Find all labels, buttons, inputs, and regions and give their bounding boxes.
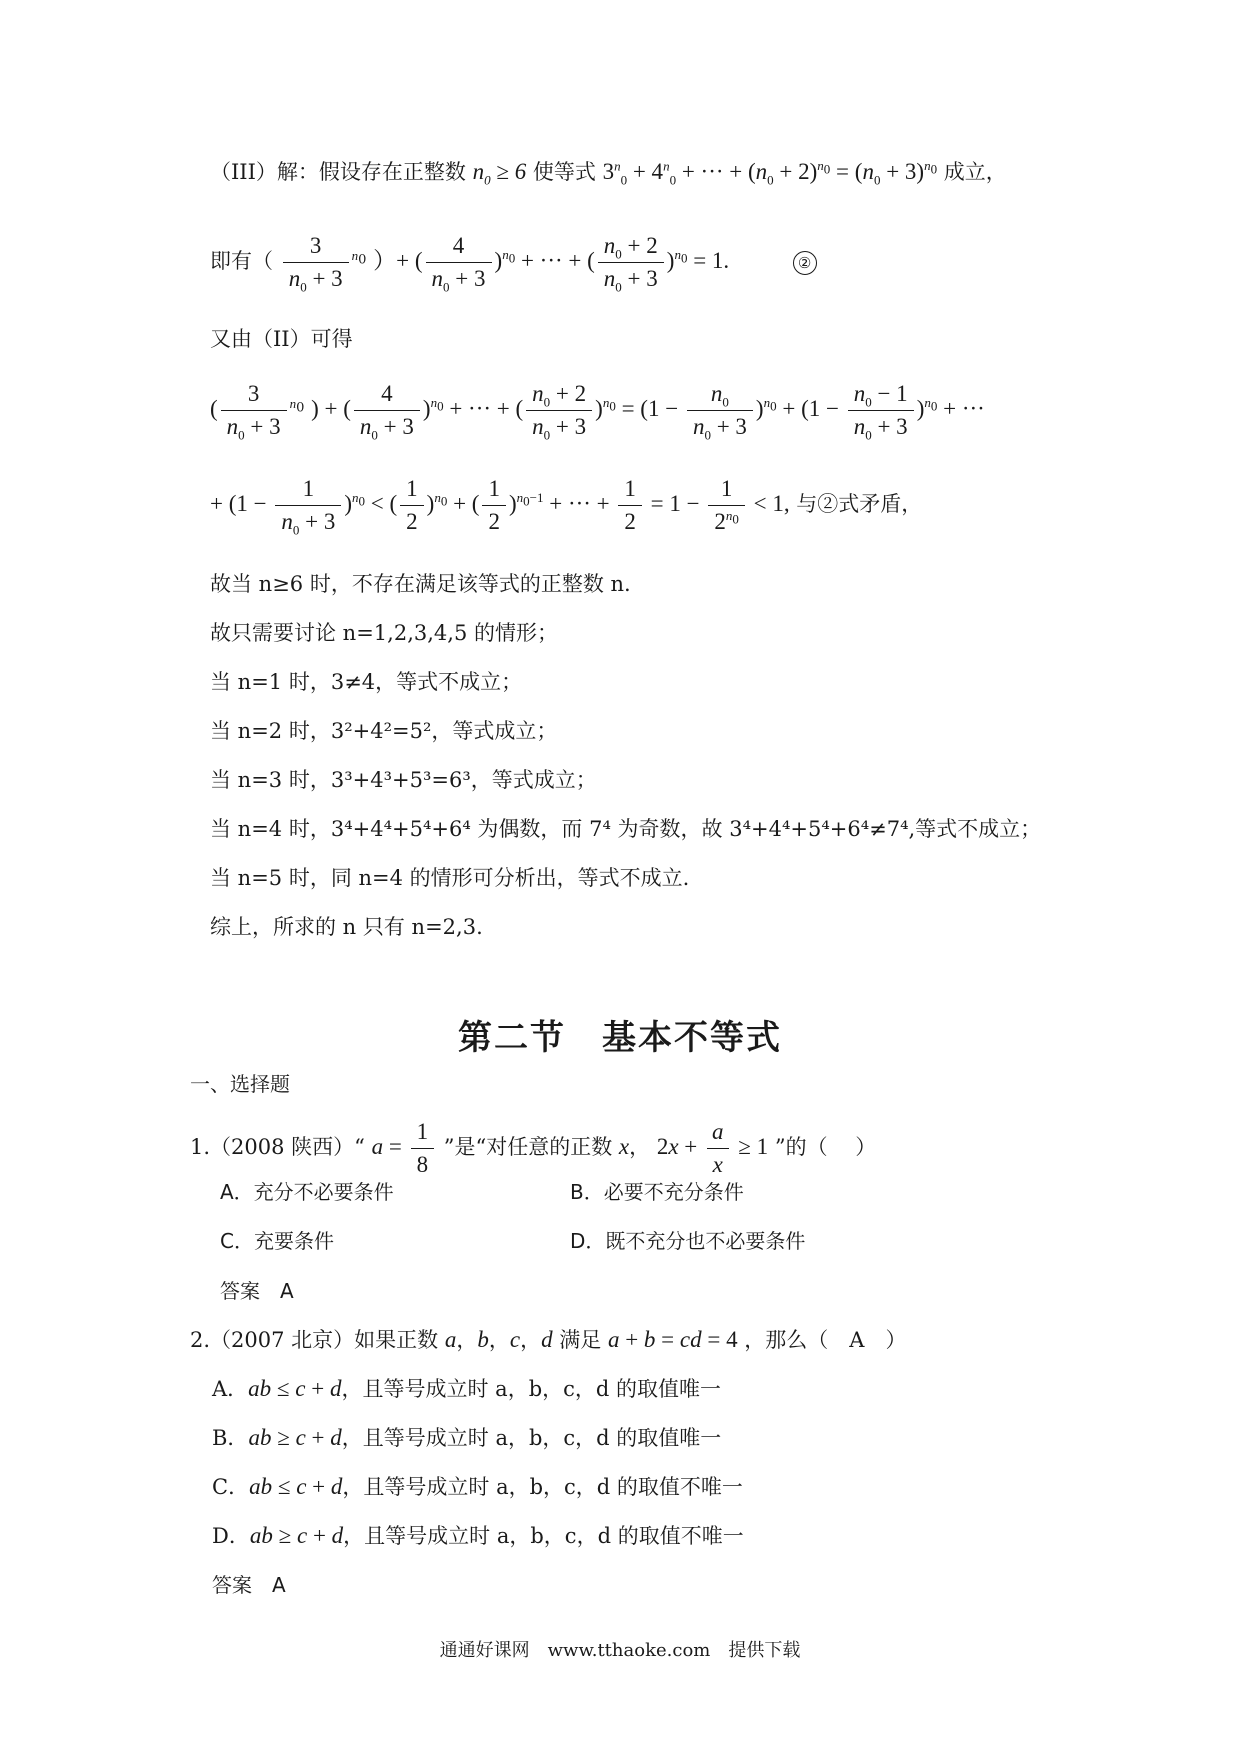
frac-half-1: $\frac{1}{2}$ bbox=[400, 475, 424, 536]
eq2-prefix: 即有（ bbox=[210, 249, 273, 273]
q2-c-text: ，且等号成立时 a，b，c，d 的取值不唯一 bbox=[342, 1475, 743, 1499]
circle-2-marker: ② bbox=[793, 251, 817, 275]
q1-prefix: 1.（2008 陕西）“ bbox=[190, 1135, 365, 1159]
part3-tail: 成立， bbox=[943, 160, 1007, 184]
proof-line-6: 当 n=4 时，3⁴+4⁴+5⁴+6⁴ 为偶数，而 7⁴ 为奇数，故 3⁴+4⁴+5⁴+6⁴≠7⁴,等式不成立； bbox=[210, 817, 1042, 841]
math-sum-equation: $3^n_0 + 4^n_0$ + ··· + $(n_0 + 2)^{n_0} = (n_0 + 3)^{n_0}$ bbox=[602, 158, 938, 188]
frac-a-x: $\frac{a}{x}$ bbox=[706, 1118, 730, 1179]
q2-option-b: B．ab ≥ c + d，且等号成立时 a，b，c，d 的取值唯一 bbox=[212, 1425, 722, 1450]
page-footer: 通通好课网 www.tthaoke.com 提供下载 bbox=[439, 1640, 801, 1661]
q2-stem: 2.（2007 北京）如果正数 a，b，c，d 满足 a + b = cd = 4 ，那么（ A ） bbox=[190, 1327, 907, 1352]
frac-n0p2-over-n0p3: $\frac{n_0 + 2}{n_0 + 3}$ bbox=[598, 232, 664, 293]
q2-end: ，那么（ A ） bbox=[744, 1328, 907, 1352]
frac-b: $\frac{4}{n_0 + 3}$ bbox=[354, 380, 420, 441]
frac-3-over-n0p3: $\frac{3}{n_0 + 3}$ bbox=[283, 232, 349, 293]
frac-a: $\frac{3}{n_0 + 3}$ bbox=[221, 380, 287, 441]
q2-option-a: A．ab ≤ c + d，且等号成立时 a，b，c，d 的取值唯一 bbox=[212, 1376, 722, 1401]
proof-line-4: 当 n=2 时，3²+4²=5²，等式成立； bbox=[210, 719, 558, 743]
q1-mid: ”是“对任意的正数 bbox=[443, 1135, 613, 1159]
q2-answer: 答案 A bbox=[212, 1573, 286, 1597]
q1-answer: 答案 A bbox=[220, 1279, 294, 1303]
from-part2: 又由（II）可得 bbox=[210, 327, 353, 351]
q2-b-text: ，且等号成立时 a，b，c，d 的取值唯一 bbox=[341, 1426, 722, 1450]
frac-e: $\frac{n_0 - 1}{n_0 + 3}$ bbox=[848, 380, 914, 441]
q2-a-text: ，且等号成立时 a，b，c，d 的取值唯一 bbox=[341, 1377, 722, 1401]
frac-d: $\frac{n_0}{n_0 + 3}$ bbox=[687, 380, 753, 441]
q2-option-d: D．ab ≥ c + d，且等号成立时 a，b，c，d 的取值不唯一 bbox=[212, 1523, 744, 1548]
q1-option-c: C．充要条件 bbox=[220, 1229, 334, 1253]
frac-4-over-n0p3: $\frac{4}{n_0 + 3}$ bbox=[426, 232, 492, 293]
q1-stem: 1.（2008 陕西）“ a = $\frac{1}{8}$ ”是“对任意的正数 x， 2x + $\frac{a}{x}$ ≥ 1 ”的（ ） bbox=[190, 1119, 877, 1177]
section-subtitle: 一、选择题 bbox=[190, 1072, 290, 1096]
proof-line-3: 当 n=1 时，3≠4，等式不成立； bbox=[210, 670, 523, 694]
proof-line-8: 综上，所求的 n 只有 n=2,3. bbox=[210, 915, 483, 939]
equation-2: 即有（ $\frac{3}{n_0 + 3}$ $^{n_0}$ ）+ ( $\frac{4}{n_0 + 3}$ )$^{n_0}$ + ··· + ( $\frac{n_0 + 2}{n_0 + 3}$ )$^{n_0}$ = 1. ② bbox=[210, 232, 817, 293]
proof-line-2: 故只需要讨论 n=1,2,3,4,5 的情形； bbox=[210, 621, 558, 645]
section-title: 第二节 基本不等式 bbox=[458, 1018, 782, 1058]
part3-statement bbox=[210, 158, 1007, 186]
q2-prefix: 2.（2007 北京）如果正数 bbox=[190, 1328, 439, 1352]
q1-option-d: D．既不充分也不必要条件 bbox=[570, 1229, 806, 1253]
q2-option-c: C．ab ≤ c + d，且等号成立时 a，b，c，d 的取值不唯一 bbox=[212, 1474, 743, 1499]
math-n0-ge-6: $n_0 \ge 6$ bbox=[472, 159, 527, 188]
q1-option-a: A．充分不必要条件 bbox=[220, 1180, 394, 1204]
frac-g: $\frac{1}{2^{n_0}}$ bbox=[708, 475, 745, 536]
frac-1-8: $\frac{1}{8}$ bbox=[411, 1118, 435, 1179]
proof-line-1: 故当 n≥6 时，不存在满足该等式的正整数 n. bbox=[210, 572, 631, 596]
frac-c: $\frac{n_0 + 2}{n_0 + 3}$ bbox=[526, 380, 592, 441]
part3-label: （III）解：假设存在正整数 bbox=[210, 160, 466, 184]
inequality-line-2: + (1 − $\frac{1}{n_0 + 3}$ )$^{n_0}$ < ( $\frac{1}{2}$ )$^{n_0}$ + ( $\frac{1}{2}$ )$^{n_0-1}$ + ··· + $\frac{1}{2}$ = 1 − $\frac{1}{2^{n_0}}$ < 1, 与②式矛盾， bbox=[210, 476, 923, 538]
q2-mid: 满足 bbox=[559, 1328, 602, 1352]
frac-f: $\frac{1}{n_0 + 3}$ bbox=[275, 475, 341, 536]
inequality-line-1: ( $\frac{3}{n_0 + 3}$ $^{n_0}$ ) + ( $\frac{4}{n_0 + 3}$ )$^{n_0}$ + ··· + ( $\frac{n_0 + 2}{n_0 + 3}$ )$^{n_0}$ = (1 − $\frac{n_0}{n_0 + 3}$ )$^{n_0}$ + (1 − $\frac{n_0 - 1}{n_0 + 3}$ )$^{n_0}$ + ··· bbox=[210, 381, 985, 443]
proof-line-7: 当 n=5 时，同 n=4 的情形可分析出，等式不成立. bbox=[210, 866, 690, 890]
frac-half-3: $\frac{1}{2}$ bbox=[618, 475, 642, 536]
contradiction-text: 与②式矛盾， bbox=[796, 492, 923, 516]
part3-cond: 使等式 bbox=[532, 160, 596, 184]
frac-half-2: $\frac{1}{2}$ bbox=[482, 475, 506, 536]
q1-end: ”的（ ） bbox=[774, 1135, 877, 1159]
q2-d-text: ，且等号成立时 a，b，c，d 的取值不唯一 bbox=[343, 1524, 744, 1548]
proof-line-5: 当 n=3 时，3³+4³+5³=6³，等式成立； bbox=[210, 768, 597, 792]
q1-option-b: B．必要不充分条件 bbox=[570, 1180, 744, 1204]
